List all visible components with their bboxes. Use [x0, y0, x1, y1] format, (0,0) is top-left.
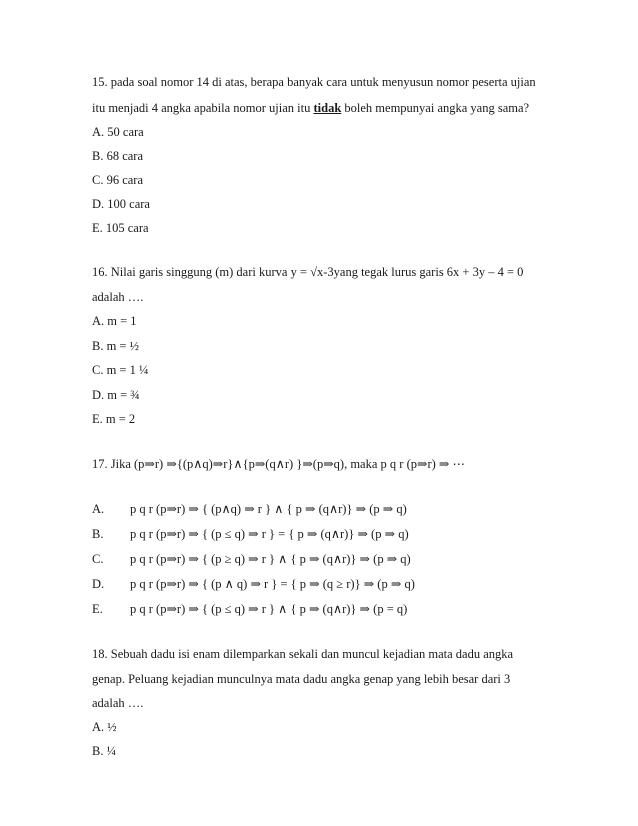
- q17-option-e-text: p q r (p⇒r) ⇒ { (p ≤ q) ⇒ r } ∧ { p ⇒ (q∧r)} ⇒ (p = q): [130, 602, 408, 616]
- q17-option-a-letter: A.: [92, 502, 105, 516]
- q16-option-d: D. m = ¾: [92, 388, 140, 402]
- q15-line-1: 15. pada soal nomor 14 di atas, berapa banyak cara untuk menyusun nomor peserta ujian: [92, 75, 536, 89]
- q17-option-a-text: p q r (p⇒r) ⇒ { (p∧q) ⇒ r } ∧ { p ⇒ (q∧r)} ⇒ (p ⇒ q): [130, 502, 407, 516]
- q18-option-b: B. ¼: [92, 744, 116, 758]
- q18-line-1: 18. Sebuah dadu isi enam dilemparkan sekali dan muncul kejadian mata dadu angka: [92, 647, 514, 661]
- q15-option-c: C. 96 cara: [92, 173, 144, 187]
- q15-emphasis-tidak: tidak: [313, 101, 342, 115]
- q15-option-a: A. 50 cara: [92, 125, 144, 139]
- q17-option-e-letter: E.: [92, 602, 103, 616]
- q15-option-b: B. 68 cara: [92, 149, 144, 163]
- q15-option-e: E. 105 cara: [92, 221, 149, 235]
- q16-option-a: A. m = 1: [92, 314, 137, 328]
- q16-line-2: adalah ….: [92, 290, 144, 304]
- q15-line-2-post: boleh mempunyai angka yang sama?: [341, 101, 530, 115]
- q15-line-2-pre: itu menjadi 4 angka apabila nomor ujian itu: [92, 101, 314, 115]
- q18-line-3: adalah ….: [92, 696, 144, 710]
- q18-line-2: genap. Peluang kejadian munculnya mata dadu angka genap yang lebih besar dari 3: [92, 672, 511, 686]
- q17-line-1: 17. Jika (p⇒r) ⇒{(p∧q)⇒r}∧{p⇒(q∧r) }⇒(p⇒q), maka p q r (p⇒r) ⇒ ⋯: [92, 457, 466, 471]
- q15-line-2: [92, 100, 529, 116]
- q17-option-d-text: p q r (p⇒r) ⇒ { (p ∧ q) ⇒ r } = { p ⇒ (q ≥ r)} ⇒ (p ⇒ q): [130, 577, 415, 591]
- q17-option-b-text: p q r (p⇒r) ⇒ { (p ≤ q) ⇒ r } = { p ⇒ (q∧r)} ⇒ (p ⇒ q): [130, 527, 409, 541]
- q16-option-c: C. m = 1 ¼: [92, 363, 149, 377]
- q18-option-a: A. ½: [92, 720, 117, 734]
- q16-line-1: 16. Nilai garis singgung (m) dari kurva y = √x-3yang tegak lurus garis 6x + 3y – 4 = 0: [92, 265, 524, 279]
- q17-option-c-text: p q r (p⇒r) ⇒ { (p ≥ q) ⇒ r } ∧ { p ⇒ (q∧r)} ⇒ (p ⇒ q): [130, 552, 411, 566]
- q17-option-d-letter: D.: [92, 577, 105, 591]
- q16-option-b: B. m = ½: [92, 339, 139, 353]
- q17-option-c-letter: C.: [92, 552, 104, 566]
- q17-option-b-letter: B.: [92, 527, 104, 541]
- q16-option-e: E. m = 2: [92, 412, 136, 426]
- q15-option-d: D. 100 cara: [92, 197, 150, 211]
